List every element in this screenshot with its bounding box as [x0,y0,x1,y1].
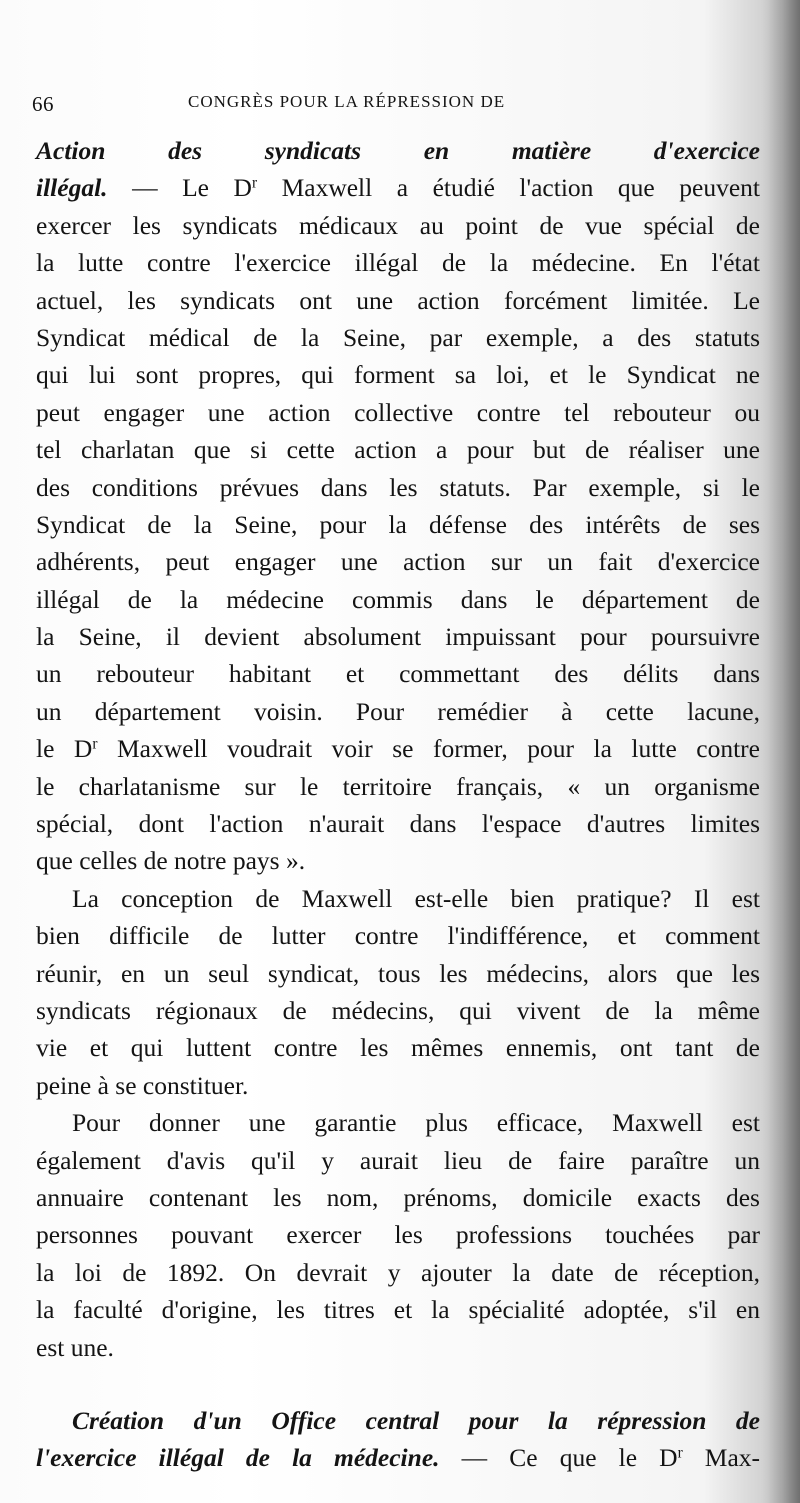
text-line: la Seine, il devient absolument impuissant pour poursuivre [36,622,760,652]
page-number: 66 [32,92,54,116]
text-line: exercer les syndicats médicaux au point de vue spécial de [36,210,760,240]
text-line: que celles de notre pays ». [36,846,306,876]
text-line: des conditions prévues dans les statuts. Par exemple, si le [36,472,760,502]
text-line: la lutte contre l'exercice illégal de la médecine. En l'état [36,248,760,278]
text-line: un rebouteur habitant et commettant des délits dans [36,659,760,689]
text-line: la faculté d'origine, les titres et la spécialité adoptée, s'il en [36,1295,760,1325]
text-line: peut engager une action collective contre tel rebouteur ou [36,397,760,427]
paragraph-start: Pour donner une garantie plus efficace, Maxwell est [72,1108,760,1138]
text-line: actuel, les syndicats ont une action forcément limitée. Le [36,285,760,315]
text-line: personnes pouvant exercer les professions touchées par [36,1220,760,1250]
text-line: illégal de la médecine commis dans le département de [36,584,760,614]
text-line: adhérents, peut engager une action sur un fait d'exercice [36,547,760,577]
text-line: qui lui sont propres, qui forment sa loi, et le Syndicat ne [36,360,760,390]
text-line: Syndicat médical de la Seine, par exemple, a des statuts [36,322,760,352]
section-heading-office-central: Création d'un Office central pour la répression de [72,1405,760,1435]
text-line: Syndicat de la Seine, pour la défense des intérêts de ses [36,509,760,539]
paragraph-start: La conception de Maxwell est-elle bien pratique? Il est [72,883,760,913]
text-line: le charlatanisme sur le territoire français, « un organisme [36,771,760,801]
text-line: syndicats régionaux de médecins, qui vivent de la même [36,995,760,1025]
text-line: annuaire contenant les nom, prénoms, domicile exacts des [36,1182,760,1212]
text-line: illégal. — Le $D^r$ Maxwell a étudié l'action que peuvent [36,173,760,203]
text-line: tel charlatan que si cette action a pour but de réaliser une [36,435,760,465]
body-text [36,132,760,1477]
text-line: également d'avis qu'il y aurait lieu de faire paraître un [36,1145,760,1175]
text-line: un département voisin. Pour remédier à cette lacune, [36,696,760,726]
running-title: CONGRÈS POUR LA RÉPRESSION DE [188,92,506,111]
text-line: le $D^r$ Maxwell voudrait voir se former, pour la lutte contre [36,734,760,764]
running-header [32,92,772,122]
section-heading-syndicats: Action des syndicats en matière d'exercice [36,136,760,165]
text-line: la loi de 1892. On devrait y ajouter la date de réception, [36,1257,760,1287]
text-line: réunir, en un seul syndicat, tous les médecins, alors que les [36,958,760,988]
text-line: peine à se constituer. [36,1070,249,1100]
text-line: spécial, dont l'action n'aurait dans l'espace d'autres limites [36,809,760,839]
section-gap [36,1366,760,1402]
text-line: est une. [36,1332,114,1362]
text-line: l'exercice illégal de la médecine. — Ce que le $D^r$ Max- [36,1443,761,1473]
text-line: vie et qui luttent contre les mêmes ennemis, ont tant de [36,1033,760,1063]
text-line: bien difficile de lutter contre l'indifférence, et comment [36,921,760,951]
page-edge-shadow [762,0,800,1503]
